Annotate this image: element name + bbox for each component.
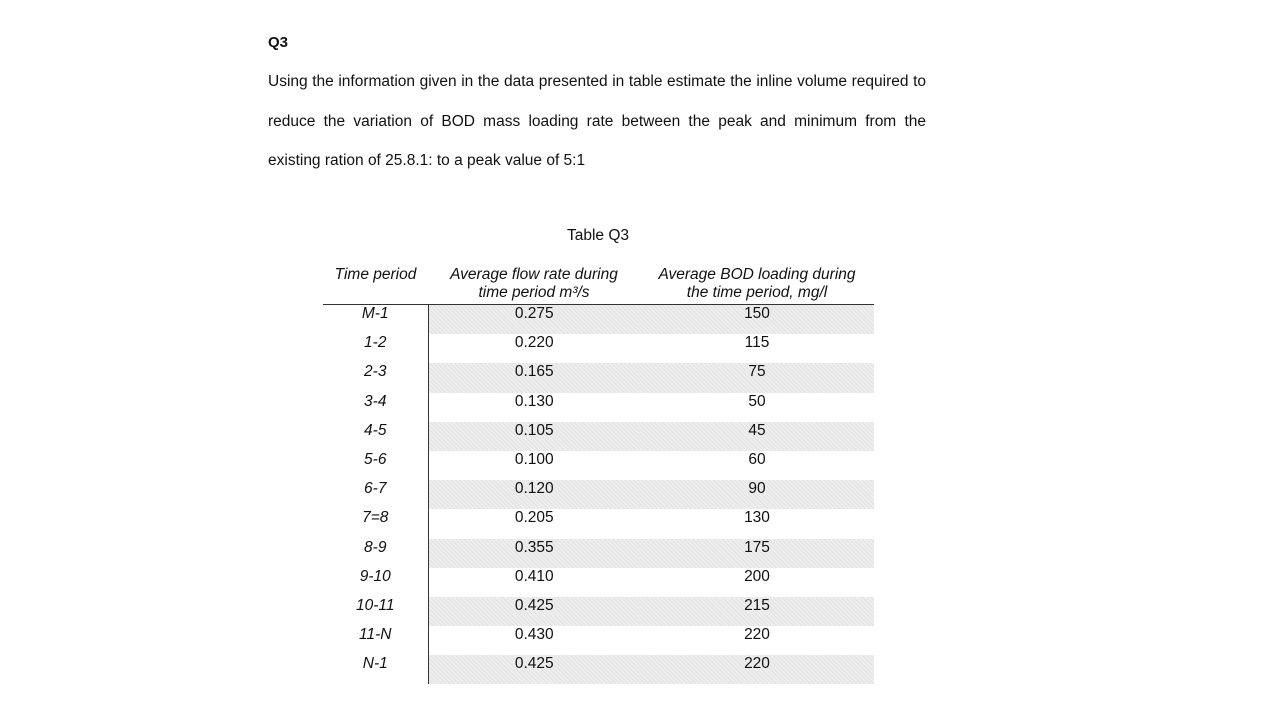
flow-rate-cell: 0.120 [428,480,640,509]
table-row [323,539,874,568]
time-period-cell: 4-5 [364,421,387,439]
time-period-cell: 6-7 [364,480,387,498]
table-row [323,480,874,509]
table-row [323,393,874,422]
table-row [323,655,874,684]
bod-loading-cell: 130 [744,509,770,527]
table-row [323,363,874,392]
flow-rate-cell: 0.130 [428,393,640,422]
time-period-cell: 8-9 [364,538,387,556]
table-row [323,451,874,480]
flow-rate-cell: 0.275 [428,305,640,335]
header-flow-rate-line2: time period m³/s [478,284,590,301]
time-period-cell: 9-10 [359,567,391,585]
header-flow-rate [428,266,640,305]
bod-loading-cell: 115 [744,334,770,352]
bod-loading-cell: 220 [744,626,770,644]
question-title: Q3 [268,34,289,51]
bod-loading-cell: 60 [748,450,766,468]
bod-loading-cell: 50 [748,392,766,410]
table-row [323,422,874,451]
table-row [323,568,874,597]
time-period-cell: M-1 [361,305,389,322]
flow-rate-cell: 0.425 [428,655,640,684]
flow-rate-cell: 0.165 [428,363,640,392]
table-row [323,305,874,335]
flow-rate-cell: 0.220 [428,334,640,363]
bod-loading-cell: 45 [640,422,874,451]
time-period-cell: 2-3 [364,363,387,381]
time-period-cell: N-1 [362,655,388,673]
time-period-cell: 7=8 [362,509,389,527]
header-bod-loading-line2: the time period, mg/l [686,284,828,301]
data-table [323,266,874,684]
flow-rate-cell: 0.410 [428,568,640,597]
table-caption: Table Q3 [566,227,630,244]
question-text: Using the information given in the data presented in table estimate the inline volume required to reduce the variation of BOD mass loading rate between the peak and minimum from the existing ration of 25.8.1: to a peak value of 5:1 [268,73,926,169]
header-bod-loading [640,266,874,305]
time-period-cell: 11-N [359,626,392,644]
header-flow-rate-line1: Average flow rate during [450,266,618,283]
flow-rate-cell: 0.100 [428,451,640,480]
flow-rate-cell: 0.425 [428,597,640,626]
bod-loading-cell: 90 [640,480,874,509]
table-header-row [323,266,874,305]
bod-loading-cell: 215 [640,597,874,626]
flow-rate-cell: 0.355 [428,539,640,568]
table-row [323,626,874,655]
header-time-period-label: Time period [334,266,417,283]
bod-loading-cell: 200 [744,567,770,585]
bod-loading-cell: 150 [640,305,874,335]
flow-rate-cell: 0.205 [428,509,640,538]
time-period-cell: 10-11 [356,596,395,614]
bod-loading-cell: 75 [640,363,874,392]
flow-rate-cell: 0.430 [428,626,640,655]
table-row [323,597,874,626]
header-time-period [323,266,428,305]
header-bod-loading-line1: Average BOD loading during [658,266,856,283]
time-period-cell: 3-4 [364,392,387,410]
time-period-cell: 1-2 [364,334,387,352]
time-period-cell: 5-6 [364,450,387,468]
bod-loading-cell: 175 [640,539,874,568]
table-row [323,509,874,538]
flow-rate-cell: 0.105 [428,422,640,451]
bod-loading-cell: 220 [640,655,874,684]
table-row [323,334,874,363]
